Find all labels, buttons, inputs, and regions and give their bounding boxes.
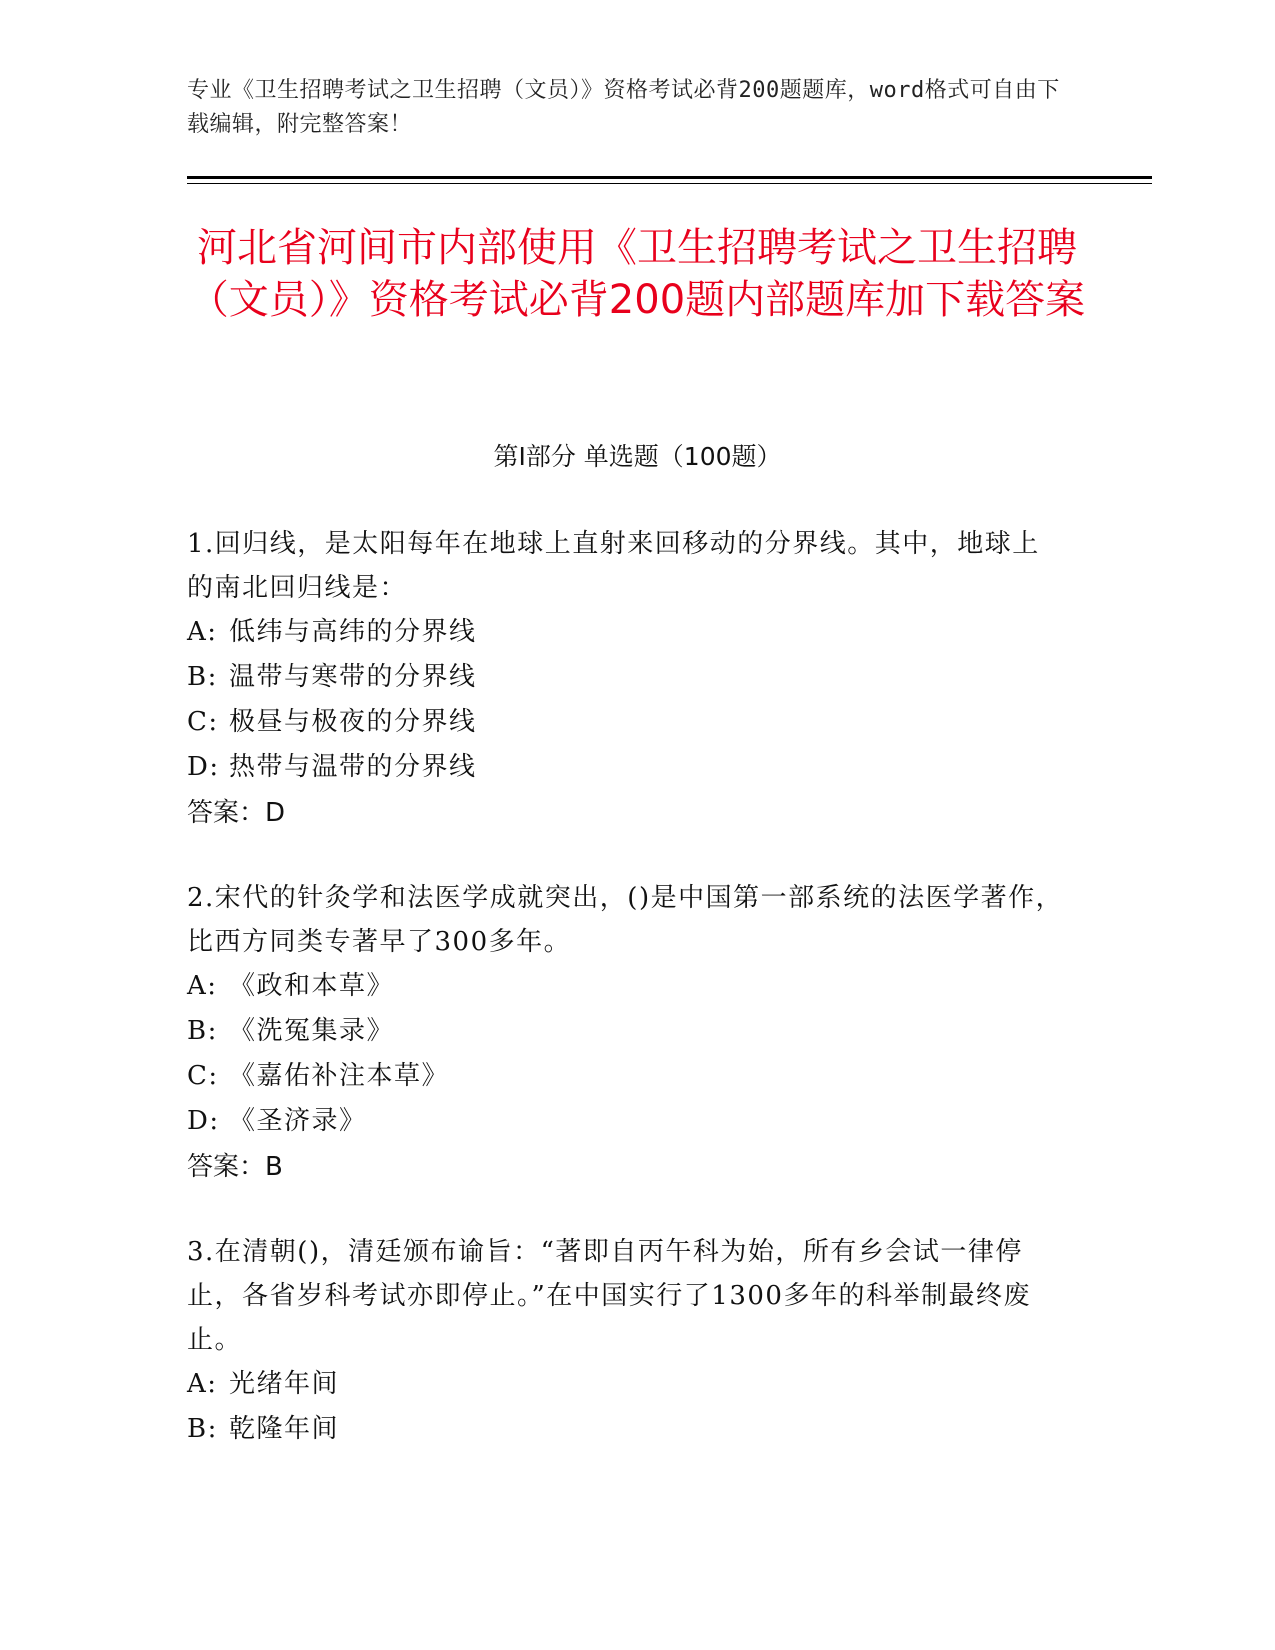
option-letter: D: — [187, 1106, 220, 1136]
option-text: 极昼与极夜的分界线 — [229, 707, 477, 737]
option-c — [187, 700, 1067, 745]
option-letter: B: — [187, 1414, 218, 1444]
option-text: 温带与寒带的分界线 — [229, 662, 477, 692]
option-text: 光绪年间 — [229, 1369, 340, 1399]
option-b — [187, 1009, 1067, 1054]
option-b — [187, 1407, 1067, 1452]
option-letter: A: — [187, 971, 218, 1001]
answer-line: 答案：D — [187, 798, 286, 828]
option-letter: B: — [187, 1016, 218, 1046]
option-letter: C: — [187, 1061, 219, 1091]
option-b — [187, 655, 1067, 700]
header-rule-thin — [187, 183, 1152, 184]
option-letter: C: — [187, 707, 219, 737]
option-d — [187, 1099, 1067, 1144]
option-letter: D: — [187, 752, 220, 782]
question-1 — [187, 522, 1067, 836]
section-heading: 第Ⅰ部分 单选题（100题） — [493, 442, 782, 471]
document-title: 河北省河间市内部使用《卫生招聘考试之卫生招聘（文员）》资格考试必背200题内部题库加下载答案 — [188, 225, 1086, 323]
option-a — [187, 1362, 1067, 1407]
option-text: 《洗冤集录》 — [229, 1016, 395, 1046]
option-text: 《圣济录》 — [229, 1106, 367, 1136]
option-a — [187, 964, 1067, 1009]
option-text: 热带与温带的分界线 — [229, 752, 477, 782]
header-note: 专业《卫生招聘考试之卫生招聘（文员）》资格考试必背200题题库，word格式可自由下载编辑，附完整答案！ — [187, 78, 1060, 137]
option-text: 乾隆年间 — [229, 1414, 340, 1444]
question-list — [187, 522, 1067, 1492]
option-text: 低纬与高纬的分界线 — [229, 617, 477, 647]
option-a — [187, 610, 1067, 655]
question-stem: 2.宋代的针灸学和法医学成就突出，()是中国第一部系统的法医学著作，比西方同类专著早了300多年。 — [187, 883, 1064, 957]
option-letter: B: — [187, 662, 218, 692]
option-letter: A: — [187, 1369, 218, 1399]
header-rule-thick — [187, 176, 1152, 179]
question-stem: 3.在清朝()，清廷颁布谕旨：“著即自丙午科为始，所有乡会试一律停止，各省岁科考试亦即停止。”在中国实行了1300多年的科举制最终废止。 — [187, 1237, 1031, 1355]
answer-line: 答案：B — [187, 1152, 283, 1182]
option-letter: A: — [187, 617, 218, 647]
question-stem: 1.回归线，是太阳每年在地球上直射来回移动的分界线。其中，地球上的南北回归线是： — [187, 529, 1040, 603]
question-2 — [187, 876, 1067, 1190]
option-c — [187, 1054, 1067, 1099]
option-text: 《政和本草》 — [229, 971, 395, 1001]
question-3 — [187, 1230, 1067, 1452]
option-text: 《嘉佑补注本草》 — [229, 1061, 450, 1091]
option-d — [187, 745, 1067, 790]
